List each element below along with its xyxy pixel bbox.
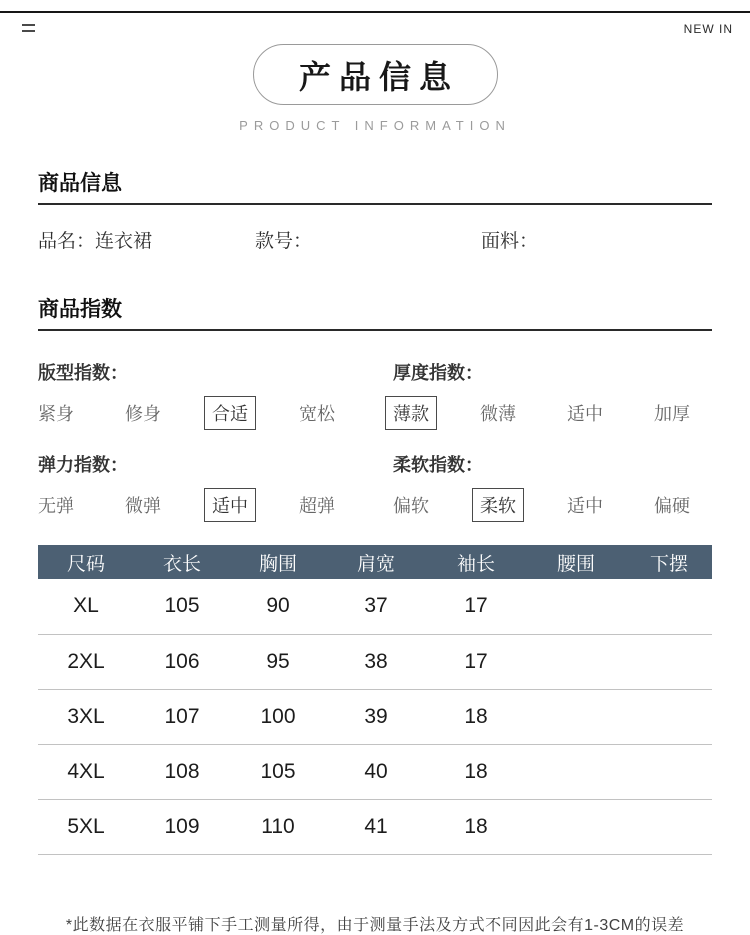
measurement-cell: 18 bbox=[426, 689, 526, 744]
option-item: 偏硬 bbox=[654, 496, 690, 516]
option-selected: 适中 bbox=[204, 488, 256, 522]
option-item: 微薄 bbox=[480, 404, 516, 424]
group-label: 柔软指数： bbox=[393, 455, 483, 475]
size-cell: 3XL bbox=[38, 689, 134, 744]
group-thickness-index bbox=[393, 359, 741, 428]
size-table-column-header: 胸围 bbox=[258, 553, 297, 575]
menu-bar bbox=[22, 24, 35, 26]
field-style-number bbox=[255, 226, 481, 253]
hero-title-badge bbox=[253, 44, 498, 105]
size-table-header bbox=[38, 545, 712, 579]
option-item: 超弹 bbox=[299, 496, 335, 516]
measurement-cell: 95 bbox=[230, 634, 326, 689]
menu-icon[interactable] bbox=[22, 24, 36, 34]
measurement-cell: 108 bbox=[134, 744, 230, 799]
size-table bbox=[38, 545, 712, 855]
group-label: 弹力指数： bbox=[38, 455, 128, 475]
measurement-cell bbox=[526, 579, 626, 634]
size-table-column-header: 尺码 bbox=[66, 553, 105, 575]
group-elasticity-index bbox=[38, 451, 393, 520]
measurement-cell bbox=[526, 799, 626, 854]
measurement-cell: 18 bbox=[426, 799, 526, 854]
measurement-cell: 38 bbox=[326, 634, 426, 689]
measurement-cell bbox=[526, 744, 626, 799]
measurement-cell: 100 bbox=[230, 689, 326, 744]
table-row bbox=[38, 634, 712, 689]
option-item: 无弹 bbox=[38, 496, 74, 516]
top-divider bbox=[0, 11, 750, 13]
option-item: 加厚 bbox=[654, 404, 690, 424]
measurement-cell: 105 bbox=[230, 744, 326, 799]
size-table-column-header: 袖长 bbox=[456, 553, 495, 575]
menu-bar bbox=[22, 30, 35, 32]
field-label: 品名： bbox=[38, 231, 96, 252]
field-fabric bbox=[481, 226, 538, 253]
measurement-cell bbox=[626, 634, 712, 689]
option-selected: 柔软 bbox=[472, 488, 524, 522]
field-label: 面料： bbox=[481, 231, 539, 252]
measurement-cell: 18 bbox=[426, 744, 526, 799]
group-options bbox=[393, 396, 741, 428]
size-cell: 4XL bbox=[38, 744, 134, 799]
page-title: 产品信息 bbox=[298, 58, 459, 95]
measurement-cell bbox=[526, 689, 626, 744]
group-label: 版型指数： bbox=[38, 363, 128, 383]
option-selected: 合适 bbox=[204, 396, 256, 430]
option-item: 微弹 bbox=[125, 496, 161, 516]
section-heading-product-info: 商品信息 bbox=[38, 167, 712, 205]
field-value: 连衣裙 bbox=[95, 231, 153, 252]
section-heading-product-index: 商品指数 bbox=[38, 293, 712, 331]
size-cell: 5XL bbox=[38, 799, 134, 854]
content-area bbox=[0, 167, 750, 935]
measurement-cell: 39 bbox=[326, 689, 426, 744]
measurement-cell: 107 bbox=[134, 689, 230, 744]
product-fields-row bbox=[38, 226, 712, 253]
size-cell: XL bbox=[38, 579, 134, 634]
index-groups-grid bbox=[38, 359, 712, 520]
measurement-cell: 41 bbox=[326, 799, 426, 854]
measurement-cell: 37 bbox=[326, 579, 426, 634]
measurement-cell: 109 bbox=[134, 799, 230, 854]
new-in-link[interactable]: NEW IN bbox=[683, 22, 733, 36]
table-row bbox=[38, 799, 712, 854]
measurement-cell bbox=[626, 799, 712, 854]
measurement-cell: 17 bbox=[426, 634, 526, 689]
table-row bbox=[38, 744, 712, 799]
size-cell: 2XL bbox=[38, 634, 134, 689]
option-selected: 薄款 bbox=[385, 396, 437, 430]
measurement-cell: 40 bbox=[326, 744, 426, 799]
group-softness-index bbox=[393, 451, 741, 520]
group-label: 厚度指数： bbox=[393, 363, 483, 383]
option-item: 适中 bbox=[567, 496, 603, 516]
measurement-cell bbox=[626, 744, 712, 799]
option-item: 适中 bbox=[567, 404, 603, 424]
table-row bbox=[38, 579, 712, 634]
size-table-column-header: 衣长 bbox=[162, 553, 201, 575]
measurement-cell: 106 bbox=[134, 634, 230, 689]
measurement-cell: 105 bbox=[134, 579, 230, 634]
measurement-cell bbox=[526, 634, 626, 689]
measurement-note: *此数据在衣服平铺下手工测量所得，由于测量手法及方式不同因此会有1-3CM的误差 bbox=[65, 916, 685, 934]
table-row bbox=[38, 689, 712, 744]
measurement-cell bbox=[626, 579, 712, 634]
page-subtitle: PRODUCT INFORMATION bbox=[239, 118, 511, 133]
group-options bbox=[38, 488, 393, 520]
option-item: 修身 bbox=[125, 404, 161, 424]
size-table-column-header: 肩宽 bbox=[356, 553, 395, 575]
size-table-column-header: 腰围 bbox=[556, 553, 595, 575]
size-table-column-header: 下摆 bbox=[649, 553, 688, 575]
measurement-cell bbox=[626, 689, 712, 744]
field-label: 款号： bbox=[255, 231, 313, 252]
group-options bbox=[38, 396, 393, 428]
group-options bbox=[393, 488, 741, 520]
group-fit-index bbox=[38, 359, 393, 428]
measurement-cell: 110 bbox=[230, 799, 326, 854]
measurement-cell: 17 bbox=[426, 579, 526, 634]
option-item: 紧身 bbox=[38, 404, 74, 424]
measurement-cell: 90 bbox=[230, 579, 326, 634]
option-item: 宽松 bbox=[299, 404, 335, 424]
field-product-name bbox=[38, 226, 255, 253]
option-item: 偏软 bbox=[393, 496, 429, 516]
